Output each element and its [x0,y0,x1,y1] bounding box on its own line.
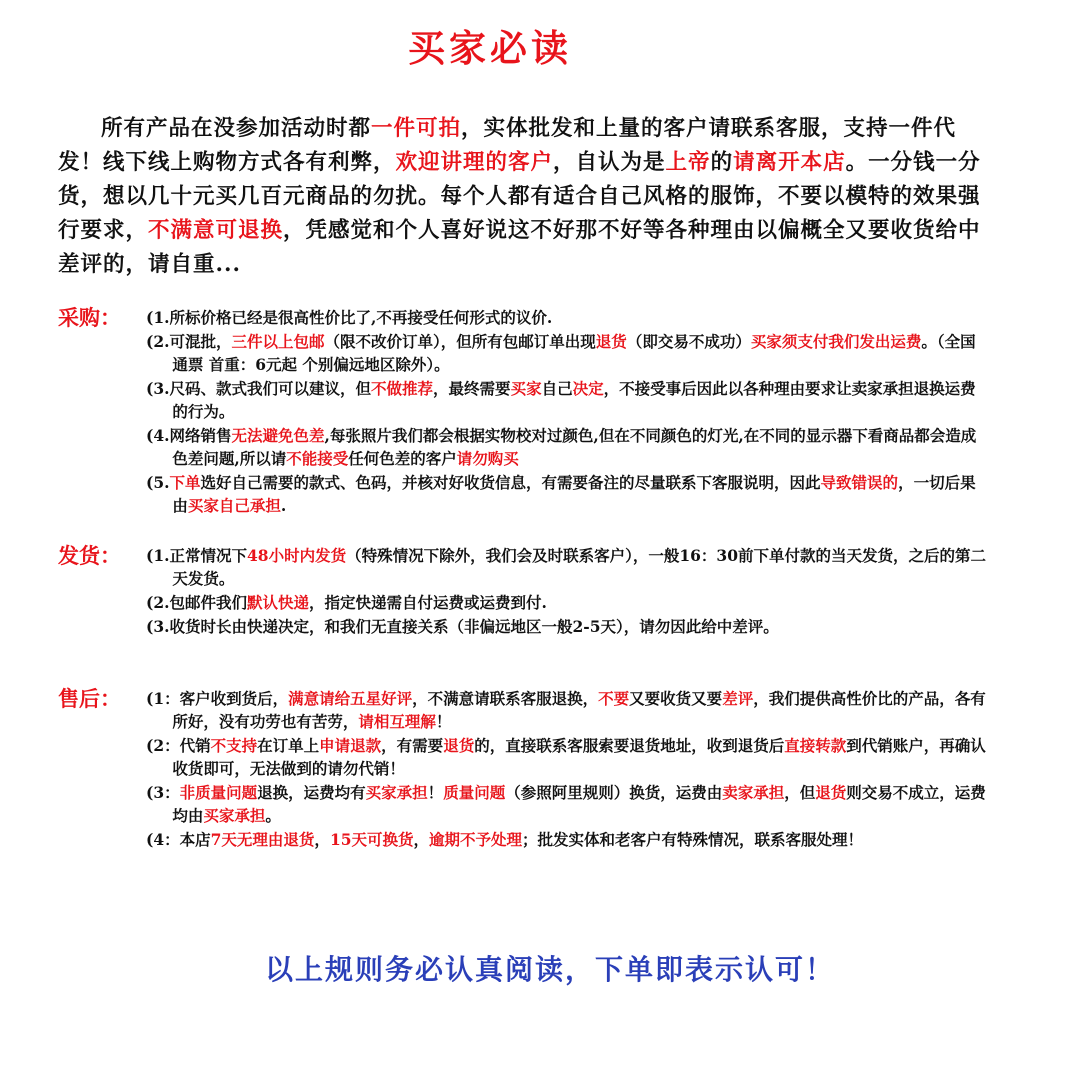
purchase-rule-5 [146,471,988,517]
rule-highlight: 退货 [443,736,475,755]
intro-text: ，实体批发和上量的客户请联系客服，支持一件代发！线下线上购物方式各有利弊， [58,116,957,175]
rule-text: 则交易不成立，运费均由 [172,783,986,825]
rule-text: 在订单上 [257,736,320,755]
rule-text: 自己 [541,379,573,398]
rule-highlight: 不要 [598,689,630,708]
shipping-rule-1 [146,544,988,590]
aftersale-rules [146,687,988,852]
rule-text: . [280,496,287,515]
rule-highlight: 决定 [572,379,604,398]
rule-highlight: 买家承担 [365,783,428,802]
rule-highlight: 差评 [722,689,754,708]
purchase-rule-1 [146,306,988,329]
purchase-rules [146,306,988,518]
intro-text: ，自认为是 [553,150,666,175]
shipping-rules [146,544,988,639]
rule-text: ，不满意请联系客服退换， [412,689,599,708]
rule-highlight: 不做推荐 [371,379,434,398]
intro-highlight: 上帝 [665,150,711,175]
rule-highlight: 导致错误的 [820,473,899,492]
intro-highlight: 请离开本店 [733,150,846,175]
rule-text: (5. [146,473,170,492]
rule-text: （特殊情况下除外，我们会及时联系客户），一般16：30前下单付款的当天发货，之后的第二天发货。 [172,546,986,588]
rule-highlight: 无法避免色差 [231,426,325,445]
rule-text: (4：本店 [146,830,211,849]
rule-text: ，一切后果由 [172,473,976,515]
rule-text: (3.尺码、款式我们可以建议，但 [146,379,372,398]
purchase-rule-4 [146,424,988,470]
aftersale-rule-3 [146,781,988,827]
aftersale-rule-4 [146,828,988,851]
rule-highlight: 满意请给五星好评 [288,689,413,708]
rule-text: ，但 [784,783,816,802]
rule-highlight: 退货 [815,783,847,802]
rule-highlight: 非质量问题 [179,783,258,802]
purchase-rule-2 [146,330,988,376]
intro-highlight: 一件可拍 [371,116,462,141]
rule-text: (1.所标价格已经是很高性价比了,不再接受任何形式的议价. [146,308,553,327]
rule-text: 又要收货又要 [629,689,723,708]
rule-highlight: 下单 [169,473,201,492]
rule-text: (2：代销 [146,736,211,755]
rule-text: 选好自己需要的款式、色码，并核对好收货信息，有需要备注的尽量联系下客服说明，因此 [200,473,821,492]
rule-text: 。 [265,806,281,825]
rule-highlight: 质量问题 [443,783,506,802]
rule-text: ，有需要 [381,736,444,755]
rule-highlight: 三件以上包邮 [231,332,325,351]
rule-text: ；批发实体和老客户有特殊情况，联系客服处理！ [522,830,864,849]
rule-highlight: 买家须支付我们发出运费 [750,332,922,351]
rule-text: ， [413,830,430,849]
rule-highlight: 不支持 [210,736,258,755]
rule-highlight: 申请退款 [319,736,382,755]
rule-text: 到代销账户，再确认收货即可，无法做到的请勿代销！ [172,736,986,778]
rule-text: (3： [146,783,180,802]
aftersale-heading: 售后： [58,686,121,711]
page-title: 买家必读 [408,26,572,70]
rule-highlight: 逾期不予处理 [429,830,523,849]
rule-highlight: 退货 [595,332,627,351]
rule-highlight: 15天可换货 [329,830,414,849]
rule-highlight: 48小时内发货 [247,546,347,565]
rule-text: ，不接受事后因此以各种理由要求让卖家承担退换运费的行为。 [172,379,976,421]
intro-text: ，凭感觉和个人喜好说这不好那不好等各种理由以偏概全又要收货给中差评的，请自重... [58,218,981,277]
intro-text: 所有产品在没参加活动时都 [101,116,372,141]
intro-text: 的 [710,150,734,175]
shipping-rule-2 [146,591,988,614]
rule-highlight: 买家承担 [203,806,266,825]
aftersale-rule-1 [146,687,988,733]
intro-paragraph [58,112,988,282]
rule-text: （参照阿里规则）换货，运费由 [505,783,723,802]
rule-text: (2.包邮件我们 [146,593,248,612]
rule-text: （即交易不成功） [626,332,751,351]
rule-text: ！ [435,712,452,731]
rule-text: （限不改价订单），但所有包邮订单出现 [324,332,596,351]
intro-highlight: 不满意可退换 [148,218,284,243]
rule-highlight: 7天无理由退货 [210,830,315,849]
aftersale-rule-2 [146,734,988,780]
intro-text: 。一分钱一分货，想以几十元买几百元商品的勿扰。每个人都有适合自己风格的服饰，不要以模特的效果强行要求， [58,150,981,243]
rule-highlight: 直接转款 [784,736,847,755]
rule-text: ！ [427,783,444,802]
footer-notice: 以上规则务必认真阅读，下单即表示认可！ [264,953,835,986]
rule-text: 任何色差的客户 [348,449,457,468]
rule-text: ， [314,830,330,849]
rule-highlight: 不能接受 [286,449,349,468]
intro-highlight: 欢迎讲理的客户 [395,150,554,175]
rule-text: 退换，运费均有 [257,783,366,802]
rule-text: ，最终需要 [433,379,511,398]
rule-text: (3.收货时长由快递决定，和我们无直接关系（非偏远地区一般2-5天），请勿因此给中差评。 [146,617,779,636]
rule-highlight: 卖家承担 [722,783,785,802]
rule-text: (1：客户收到货后， [146,689,289,708]
purchase-rule-3 [146,377,988,423]
rule-text: ,每张照片我们都会根据实物校对过颜色,但在不同颜色的灯光,在不同的显示器下看商品都会造成色差问题,所以请 [172,426,977,468]
rule-highlight: 买家 [510,379,542,398]
shipping-heading: 发货： [58,543,121,568]
rule-highlight: 请相互理解 [358,712,436,731]
rule-text: ，指定快递需自付运费或运费到付. [309,593,547,612]
rule-text: ，我们提供高性价比的产品，各有所好，没有功劳也有苦劳， [172,689,986,731]
purchase-heading: 采购： [58,305,121,330]
rule-text: (4.网络销售 [146,426,232,445]
rule-text: (1.正常情况下 [146,546,248,565]
rule-highlight: 请勿购买 [456,449,519,468]
rule-text: 。（全国通票 首重：6元起 个别偏远地区除外）。 [172,332,976,374]
rule-text: 的，直接联系客服索要退货地址，收到退货后 [474,736,785,755]
rule-highlight: 默认快递 [247,593,310,612]
rule-text: (2.可混批， [146,332,232,351]
rule-highlight: 买家自己承担 [187,496,281,515]
shipping-rule-3 [146,615,988,638]
